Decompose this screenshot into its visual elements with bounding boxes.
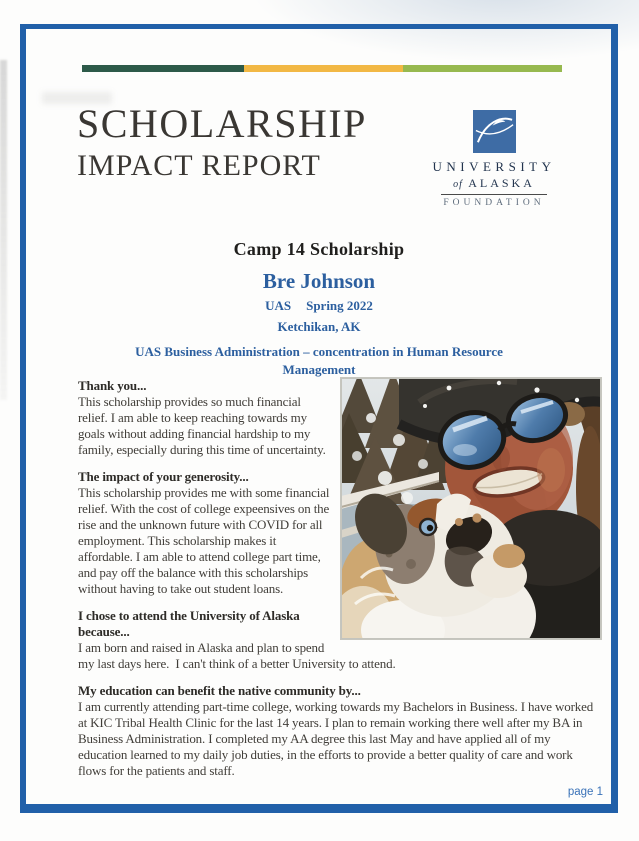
section-heading: I chose to attend the University of Alaska because... [78,608,300,639]
ua-globe-arcs-icon [473,110,516,153]
logo-text-alaska: ALASKA [468,176,535,190]
scan-artifact-left-edge [0,60,7,400]
scholarship-name: Camp 14 Scholarship [233,239,405,259]
page-number: page 1 [567,786,603,798]
logo-divider [441,194,547,195]
recipient-location: Ketchikan, AK [277,319,361,334]
section-body: This scholarship provides me with some financial relief. With the cost of college expeensives on the rise and the unknown future with COVID for all employment. This scholarship makes it affordable. I am able to attend college part time, and pay off the balance with this scholarships without having to take out student loans. [78,485,333,596]
section-heading: My education can benefit the native community by... [78,683,361,698]
section-body: I am currently attending part-time college, working towards my Bachelors in Business. I have worked at KIC Tribal Health Clinic for the last 14 years. I plan to remain working there well after my BA in Business Administration. I completed my AA degree this last May and have applied all of my education learned to my daily job duties, in the efforts to provide a better quality of care and work flows for the patients and staff. [78,699,597,778]
recipient-name: Bre Johnson [262,269,376,293]
campus-and-term [20,298,618,314]
student-selfie-with-dog-illustration [341,378,601,639]
campus: UAS [265,298,292,313]
section-heading: Thank you... [78,378,147,393]
section-community-benefit [78,683,601,779]
section-heading: The impact of your generosity... [78,469,249,484]
logo-text-foundation: FOUNDATION [443,198,545,208]
logo-text-of-alaska [418,176,570,191]
section-body: This scholarship provides so much financial relief. I am able to keep reaching towards my goals without adding financial hardship to my family, especially during this time of uncertainty. [78,394,326,457]
report-title-line1: SCHOLARSHIP [77,101,367,146]
section-body: I am born and raised in Alaska and plan to spend my last days here. I can't think of a better University to attend. [78,640,396,671]
scholarship-header [20,239,618,378]
brand-color-bar [82,65,562,72]
bar-segment-gold [244,65,403,72]
university-of-alaska-foundation-logo [418,110,570,208]
bar-segment-light-green [403,65,562,72]
term: Spring 2022 [306,298,373,313]
bar-segment-dark-green [82,65,244,72]
logo-text-of: of [453,179,463,190]
logo-text-university: UNIVERSITY [432,159,556,174]
degree-program: UAS Business Administration – concentration in Human Resource Management [135,344,503,377]
student-with-dog-photo [341,378,601,639]
report-title [77,103,367,182]
report-body [78,378,601,790]
report-title-line2: IMPACT REPORT [77,149,321,182]
